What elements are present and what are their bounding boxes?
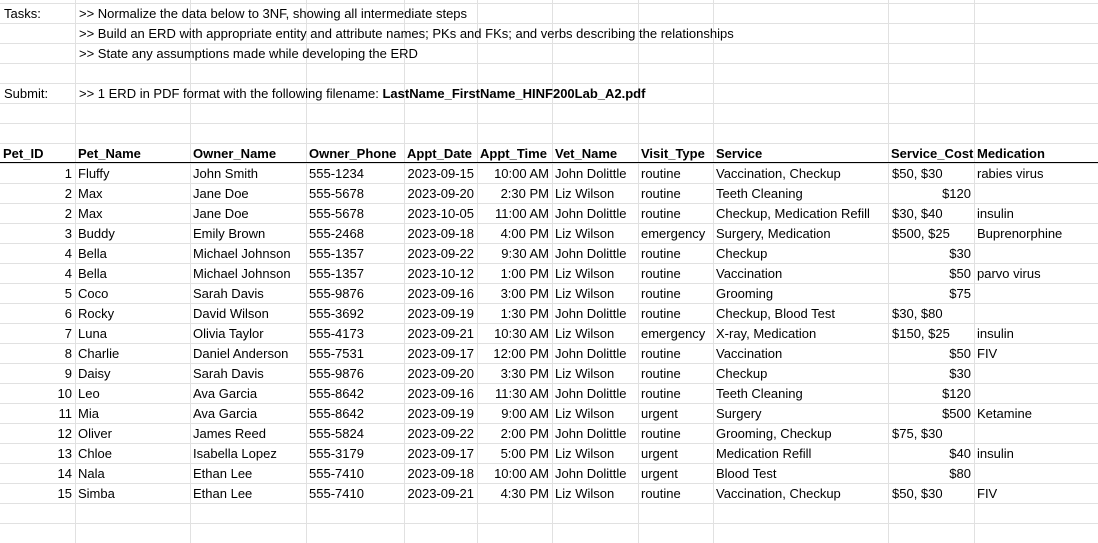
data-cell[interactable]: 555-1357	[309, 246, 364, 261]
data-cell[interactable]: emergency	[641, 326, 706, 341]
data-cell[interactable]: routine	[641, 246, 681, 261]
column-header[interactable]: Medication	[977, 146, 1045, 161]
data-cell[interactable]: 2023-09-19	[407, 306, 474, 321]
column-header[interactable]: Pet_ID	[3, 146, 44, 161]
data-cell[interactable]: 2	[64, 206, 72, 221]
data-cell[interactable]: Grooming, Checkup	[716, 426, 832, 441]
column-gridline	[552, 0, 553, 543]
data-cell[interactable]: Michael Johnson	[193, 246, 291, 261]
data-cell[interactable]: 11:00 AM	[495, 206, 549, 221]
data-cell[interactable]: Jane Doe	[193, 186, 249, 201]
data-cell[interactable]: Leo	[78, 386, 100, 401]
data-cell[interactable]: 2023-09-17	[407, 346, 474, 361]
data-cell[interactable]: 1	[64, 166, 72, 181]
data-cell[interactable]: Mia	[78, 406, 99, 421]
data-cell[interactable]: 1:00 PM	[500, 266, 549, 281]
data-cell[interactable]: routine	[641, 186, 681, 201]
data-cell[interactable]: Fluffy	[78, 166, 110, 181]
data-cell[interactable]: 4	[64, 246, 72, 261]
data-cell[interactable]: 555-2468	[309, 226, 364, 241]
data-cell[interactable]: 7	[64, 326, 72, 341]
data-cell[interactable]: Jane Doe	[193, 206, 249, 221]
column-gridline	[190, 0, 191, 543]
data-cell[interactable]: Liz Wilson	[555, 486, 615, 501]
data-cell[interactable]: Buprenorphine	[977, 226, 1063, 241]
data-cell[interactable]: Simba	[78, 486, 115, 501]
row-gridline	[0, 123, 1098, 124]
data-cell[interactable]: 555-5678	[309, 206, 364, 221]
tasks-label[interactable]: Tasks:	[4, 6, 41, 21]
data-cell[interactable]: John Dolittle	[555, 166, 627, 181]
data-cell[interactable]: Michael Johnson	[193, 266, 291, 281]
data-cell[interactable]: routine	[641, 306, 681, 321]
data-cell[interactable]: Checkup, Medication Refill	[716, 206, 870, 221]
data-cell[interactable]: 555-1234	[309, 166, 364, 181]
data-cell[interactable]: Vaccination	[716, 266, 783, 281]
data-cell[interactable]: 4:00 PM	[500, 226, 549, 241]
data-cell[interactable]: Surgery, Medication	[716, 226, 831, 241]
data-cell[interactable]: Daniel Anderson	[193, 346, 289, 361]
data-cell[interactable]: Checkup	[716, 366, 768, 381]
data-cell[interactable]: X-ray, Medication	[716, 326, 817, 341]
data-cell[interactable]: Bella	[78, 266, 107, 281]
data-cell[interactable]: 3:00 PM	[500, 286, 549, 301]
data-cell[interactable]: $50	[949, 266, 971, 281]
data-cell[interactable]: 3:30 PM	[500, 366, 549, 381]
data-cell[interactable]: John Dolittle	[555, 306, 627, 321]
data-cell[interactable]: $150, $25	[892, 326, 950, 341]
data-cell[interactable]: Sarah Davis	[193, 366, 264, 381]
data-cell[interactable]: $50, $30	[892, 486, 943, 501]
data-cell[interactable]: 2023-09-16	[407, 286, 474, 301]
data-cell[interactable]: $120	[942, 186, 971, 201]
data-cell[interactable]: Liz Wilson	[555, 366, 615, 381]
data-cell[interactable]: 2023-09-21	[407, 326, 474, 341]
data-cell[interactable]: rabies virus	[977, 166, 1044, 181]
data-cell[interactable]: FIV	[977, 486, 998, 501]
data-cell[interactable]: urgent	[641, 406, 678, 421]
data-cell[interactable]: $75, $30	[892, 426, 943, 441]
data-cell[interactable]: Chloe	[78, 446, 112, 461]
data-cell[interactable]: 2023-09-19	[407, 406, 474, 421]
column-gridline	[713, 0, 714, 543]
data-cell[interactable]: FIV	[977, 346, 998, 361]
data-cell[interactable]: $500	[942, 406, 971, 421]
column-gridline	[306, 0, 307, 543]
data-cell[interactable]: Bella	[78, 246, 107, 261]
header-bottom-border	[0, 162, 1098, 163]
data-cell[interactable]: insulin	[977, 206, 1014, 221]
data-cell[interactable]: 555-3179	[309, 446, 364, 461]
data-cell[interactable]: Rocky	[78, 306, 115, 321]
data-cell[interactable]: $30	[949, 246, 971, 261]
data-cell[interactable]: $50	[949, 346, 971, 361]
data-cell[interactable]: $30	[949, 366, 971, 381]
column-gridline	[638, 0, 639, 543]
data-cell[interactable]: John Dolittle	[555, 246, 627, 261]
data-cell[interactable]: 11	[58, 406, 72, 421]
data-cell[interactable]: John Dolittle	[555, 386, 627, 401]
column-header[interactable]: Pet_Name	[78, 146, 141, 161]
data-cell[interactable]: 555-8642	[309, 386, 364, 401]
data-cell[interactable]: 2:00 PM	[500, 426, 549, 441]
data-cell[interactable]: $40	[949, 446, 971, 461]
data-cell[interactable]: Ethan Lee	[193, 466, 253, 481]
data-cell[interactable]: Liz Wilson	[555, 186, 615, 201]
data-cell[interactable]: 3	[64, 226, 72, 241]
data-cell[interactable]: 2023-09-18	[407, 226, 474, 241]
data-cell[interactable]: 8	[64, 346, 72, 361]
data-cell[interactable]: Luna	[78, 326, 107, 341]
data-cell[interactable]: Charlie	[78, 346, 120, 361]
data-cell[interactable]: Nala	[78, 466, 105, 481]
data-cell[interactable]: John Dolittle	[555, 346, 627, 361]
data-cell[interactable]: 10:30 AM	[494, 326, 549, 341]
data-cell[interactable]: 12	[57, 426, 72, 441]
data-cell[interactable]: parvo virus	[977, 266, 1041, 281]
data-cell[interactable]: 555-7410	[309, 466, 364, 481]
data-cell[interactable]: 14	[57, 466, 72, 481]
data-cell[interactable]: 11:30 AM	[495, 386, 549, 401]
data-cell[interactable]: routine	[641, 386, 681, 401]
data-cell[interactable]: $50, $30	[892, 166, 943, 181]
data-cell[interactable]: $80	[949, 466, 971, 481]
data-cell[interactable]: Liz Wilson	[555, 286, 615, 301]
column-header[interactable]: Visit_Type	[641, 146, 705, 161]
data-cell[interactable]: routine	[641, 486, 681, 501]
data-cell[interactable]: Vaccination, Checkup	[716, 166, 841, 181]
column-header[interactable]: Owner_Name	[193, 146, 277, 161]
data-cell[interactable]: 6	[64, 306, 72, 321]
column-header[interactable]: Appt_Date	[407, 146, 473, 161]
data-cell[interactable]: 555-4173	[309, 326, 364, 341]
column-header[interactable]: Owner_Phone	[309, 146, 397, 161]
data-cell[interactable]: 555-8642	[309, 406, 364, 421]
data-cell[interactable]: John Smith	[193, 166, 259, 181]
data-cell[interactable]: 2023-09-22	[407, 246, 474, 261]
data-cell[interactable]: Blood Test	[716, 466, 777, 481]
task-item[interactable]: >> Build an ERD with appropriate entity and attribute names; PKs and FKs; and verbs describing the relationships	[79, 26, 734, 41]
data-cell[interactable]: 5	[64, 286, 72, 301]
data-cell[interactable]: John Dolittle	[555, 206, 627, 221]
data-cell[interactable]: 9:00 AM	[501, 406, 549, 421]
data-cell[interactable]: Ava Garcia	[193, 406, 258, 421]
data-cell[interactable]: 2023-09-20	[407, 366, 474, 381]
data-cell[interactable]: Coco	[78, 286, 109, 301]
data-cell[interactable]: 12:00 PM	[493, 346, 549, 361]
data-cell[interactable]: 2	[64, 186, 72, 201]
data-cell[interactable]: Teeth Cleaning	[716, 186, 803, 201]
data-cell[interactable]: 5:00 PM	[500, 446, 549, 461]
data-cell[interactable]: Vaccination	[716, 346, 783, 361]
data-cell[interactable]: 555-5824	[309, 426, 364, 441]
row-gridline	[0, 523, 1098, 524]
column-gridline	[974, 0, 975, 543]
data-cell[interactable]: insulin	[977, 326, 1014, 341]
task-item[interactable]: >> State any assumptions made while developing the ERD	[79, 46, 418, 61]
data-cell[interactable]: 555-3692	[309, 306, 364, 321]
data-cell[interactable]: 555-9876	[309, 366, 364, 381]
data-cell[interactable]: Checkup, Blood Test	[716, 306, 835, 321]
data-cell[interactable]: Oliver	[78, 426, 112, 441]
data-cell[interactable]: Ketamine	[977, 406, 1032, 421]
data-cell[interactable]: insulin	[977, 446, 1014, 461]
data-cell[interactable]: 555-5678	[309, 186, 364, 201]
data-cell[interactable]: $120	[942, 386, 971, 401]
data-cell[interactable]: Checkup	[716, 246, 768, 261]
data-cell[interactable]: 555-7410	[309, 486, 364, 501]
data-cell[interactable]: $30, $40	[892, 206, 943, 221]
submit-filename: LastName_FirstName_HINF200Lab_A2.pdf	[382, 86, 646, 101]
data-cell[interactable]: urgent	[641, 446, 678, 461]
column-gridline	[75, 0, 76, 543]
data-cell[interactable]: Liz Wilson	[555, 226, 615, 241]
data-cell[interactable]: Buddy	[78, 226, 115, 241]
data-cell[interactable]: Daisy	[78, 366, 111, 381]
data-cell[interactable]: 9	[64, 366, 72, 381]
data-cell[interactable]: Medication Refill	[716, 446, 812, 461]
data-cell[interactable]: Max	[78, 206, 103, 221]
data-cell[interactable]: Sarah Davis	[193, 286, 264, 301]
data-cell[interactable]: James Reed	[193, 426, 266, 441]
data-cell[interactable]: 555-1357	[309, 266, 364, 281]
data-cell[interactable]: 555-9876	[309, 286, 364, 301]
data-cell[interactable]: 2023-09-18	[407, 466, 474, 481]
submit-instruction[interactable]	[79, 84, 645, 104]
data-cell[interactable]: 15	[57, 486, 72, 501]
data-cell[interactable]: David Wilson	[193, 306, 269, 321]
data-cell[interactable]: $500, $25	[892, 226, 950, 241]
data-cell[interactable]: routine	[641, 426, 681, 441]
data-cell[interactable]: 10	[57, 386, 72, 401]
data-cell[interactable]: Liz Wilson	[555, 326, 615, 341]
data-cell[interactable]: routine	[641, 286, 681, 301]
data-cell[interactable]: 2023-10-12	[407, 266, 474, 281]
data-cell[interactable]: 9:30 AM	[501, 246, 549, 261]
data-cell[interactable]: 2023-09-20	[407, 186, 474, 201]
data-cell[interactable]: Liz Wilson	[555, 446, 615, 461]
data-cell[interactable]: Isabella Lopez	[193, 446, 277, 461]
data-cell[interactable]: Max	[78, 186, 103, 201]
data-cell[interactable]: 13	[57, 446, 72, 461]
data-cell[interactable]: 2023-10-05	[407, 206, 474, 221]
data-cell[interactable]: 10:00 AM	[494, 466, 549, 481]
data-cell[interactable]: Liz Wilson	[555, 406, 615, 421]
data-cell[interactable]: Teeth Cleaning	[716, 386, 803, 401]
data-cell[interactable]: Grooming	[716, 286, 774, 301]
data-cell[interactable]: 555-7531	[309, 346, 364, 361]
data-cell[interactable]: 1:30 PM	[500, 306, 549, 321]
data-cell[interactable]: $75	[949, 286, 971, 301]
data-cell[interactable]: 2023-09-17	[407, 446, 474, 461]
data-cell[interactable]: 2023-09-21	[407, 486, 474, 501]
data-cell[interactable]: Emily Brown	[193, 226, 266, 241]
data-cell[interactable]: urgent	[641, 466, 678, 481]
column-header[interactable]: Service_Cost	[891, 146, 974, 161]
data-cell[interactable]: Ava Garcia	[193, 386, 258, 401]
data-cell[interactable]: routine	[641, 366, 681, 381]
submit-label[interactable]: Submit:	[4, 86, 49, 101]
data-cell[interactable]: 10:00 AM	[494, 166, 549, 181]
data-cell[interactable]: 4	[64, 266, 72, 281]
data-cell[interactable]: Vaccination, Checkup	[716, 486, 841, 501]
data-cell[interactable]: 4:30 PM	[500, 486, 549, 501]
data-cell[interactable]: John Dolittle	[555, 426, 627, 441]
data-cell[interactable]: $30, $80	[892, 306, 943, 321]
data-cell[interactable]: Olivia Taylor	[193, 326, 264, 341]
data-cell[interactable]: 2023-09-15	[407, 166, 474, 181]
data-cell[interactable]: routine	[641, 266, 681, 281]
data-cell[interactable]: routine	[641, 346, 681, 361]
column-header[interactable]: Appt_Time	[480, 146, 547, 161]
data-cell[interactable]: emergency	[641, 226, 706, 241]
column-header[interactable]: Service	[716, 146, 763, 161]
data-cell[interactable]: 2023-09-22	[407, 426, 474, 441]
data-cell[interactable]: routine	[641, 166, 681, 181]
data-cell[interactable]: Surgery	[716, 406, 762, 421]
submit-prefix: >> 1 ERD in PDF format with the following filename:	[79, 86, 383, 101]
data-cell[interactable]: John Dolittle	[555, 466, 627, 481]
data-cell[interactable]: Ethan Lee	[193, 486, 253, 501]
data-cell[interactable]: Liz Wilson	[555, 266, 615, 281]
data-cell[interactable]: 2023-09-16	[407, 386, 474, 401]
data-cell[interactable]: routine	[641, 206, 681, 221]
column-header[interactable]: Vet_Name	[555, 146, 618, 161]
data-cell[interactable]: 2:30 PM	[500, 186, 549, 201]
task-item[interactable]: >> Normalize the data below to 3NF, showing all intermediate steps	[79, 6, 468, 21]
